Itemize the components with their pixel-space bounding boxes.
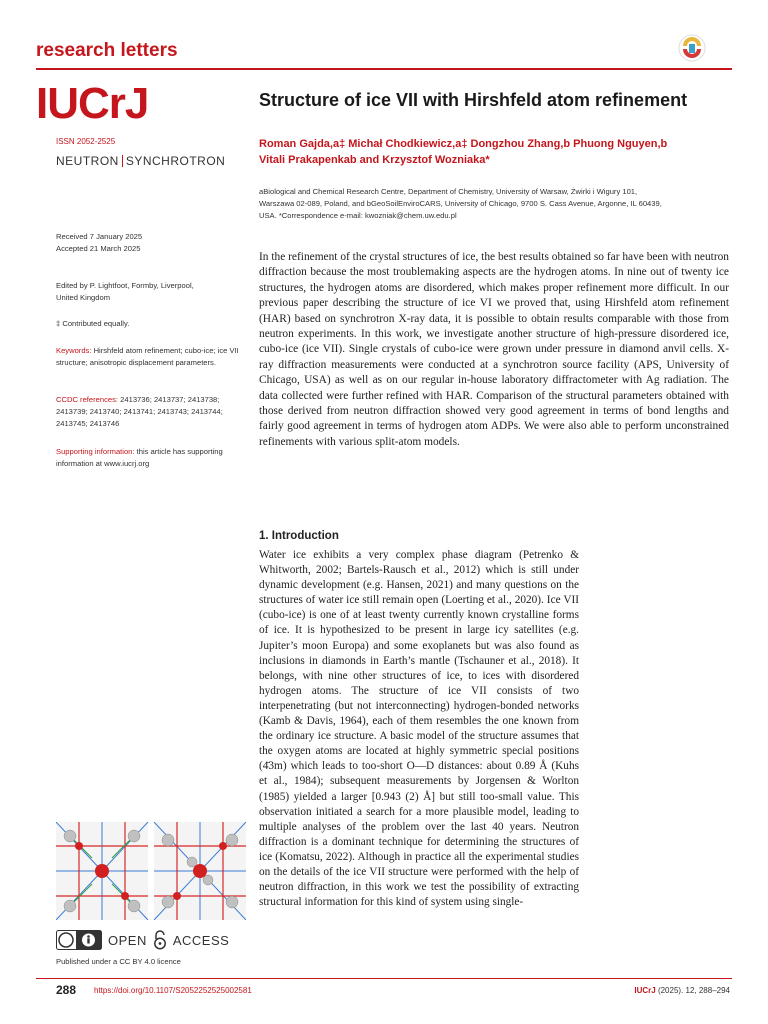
affiliation-line-3: USA. *Correspondence e-mail: kwozniak@chem.uw.edu.pl	[259, 211, 457, 220]
section-heading-introduction: 1. Introduction	[259, 530, 339, 542]
citation-journal: IUCrJ	[634, 986, 656, 995]
citation-details: (2025). 12, 288–294	[655, 986, 730, 995]
introduction-text: Water ice exhibits a very complex phase diagram (Petrenko & Whitworth, 2002; Bartels-Rausch et al., 2012) which is still under dynamic development (e.g. Hansen, 2021) and many questions on the structures of water ice still remain open (Loerting et al., 2020). Ice VII (cubo-ice) is one of at least twenty currently known crystalline forms of ice. It is hypothesized to be present in large icy satellites (e.g. Jupiter’s moon Europa) and some exoplanets but was also found as inclusions in diamonds in Earth’s mantle (Tschauner et al., 2018). It belongs, with nine other structures of ice, to ices with disordered hydrogen atoms. The structure of ice VII consists of two interpenetrating (but not interconnecting) hydrogen-bonded networks (Kamb & Davis, 1964), each of them resembles the one known from the ordinary ice structure. A basic model of the structure assumes that the oxygen atoms are located at highly symmetric special positions (4̄3m) which leads to too-short O—D distances: about 0.89 Å (Kuhs et al., 1984); subsequent measurements by Jorgensen & Worlton (1985) yielded a larger [0.943 (2) Å] but still too-small value. This observation initiated a search for a more plausible model, leading to multiple analyses of the problem over the last 40 years. Neutron diffraction is a dominant technique for determining the structures of ice (Komatsu, 2022). Although in practice all the experimental studies on the details of the ice VII structure were performed with the help of neutron diffraction, in this work we test the possibility of extracting structural information for this kind of system using single-	[259, 549, 579, 909]
ccdc-references	[56, 394, 246, 430]
supporting-info	[56, 446, 246, 470]
abstract: In the refinement of the crystal structures of ice, the best results obtained so far have been with neutron diffraction because the most troublemaking aspects are the hydrogen atoms. In nine out of twenty ice structures, the hydrogen atoms are disordered, which makes proper refinement more difficult. In our previous paper describing the structure of ice VI we proved that, using Hirshfeld atom refinement (HAR) based on synchrotron X-ray data, it is possible to obtain results comparable with those from neutron experiments. In this work, we investigate another structure of high-pressure disordered ice, cubo-ice (ice VII). Single crystals of cubo-ice were grown under pressure in diamond anvil cells. X-ray diffraction measurements were conducted at a synchrotron source facility (APS, University of Chicago, USA) as well as on our regular in-house laboratory diffractometer with Ag radiation. The data collected were further refined with HAR. Comparison of the structural parameters obtained with those derived from neutron diffraction showed very good agreement in terms of bond lengths and fairly good agreement in terms of hydrogen atom ADPs. We were also able to perform unconstrained refinements with various split-atom models.	[259, 251, 729, 448]
licence-note: Published under a CC BY 4.0 licence	[56, 957, 181, 966]
contributed-note: ‡ Contributed equally.	[56, 319, 130, 328]
header-rule	[36, 68, 732, 70]
affiliations	[259, 186, 729, 222]
supporting-text: this article has supporting information at www.iucrj.org	[56, 447, 223, 468]
cc-by-icon	[56, 930, 102, 950]
authors-line-2: Vitali Prakapenkab and Krzysztof Wozniaka*	[259, 154, 490, 166]
open-access-lock-icon	[153, 930, 167, 950]
open-label: OPEN	[108, 932, 147, 948]
keywords-label: Keywords:	[56, 346, 92, 355]
keywords-text: Hirshfeld atom refinement; cubo-ice; ice VII structure; anisotropic displacement parameters.	[56, 346, 239, 367]
division-neutron: NEUTRON	[56, 154, 119, 168]
page-number: 288	[56, 983, 77, 997]
ccdc-label: CCDC references:	[56, 395, 119, 404]
access-label: ACCESS	[172, 932, 230, 948]
supporting-label: Supporting information:	[56, 447, 135, 456]
keywords	[56, 345, 246, 369]
journal-citation	[634, 986, 730, 995]
section-label: research letters	[36, 40, 178, 61]
footer-rule	[36, 978, 732, 979]
ccdc-text: 2413736; 2413737; 2413738; 2413739; 2413740; 2413741; 2413743; 2413744; 2413745; 2413746	[56, 395, 223, 428]
received-date: Received 7 January 2025	[56, 232, 143, 241]
affiliation-line-2: Warszawa 02-089, Poland, and bGeoSoilEnviroCARS, University of Chicago, 9700 S. Cass Avenue, Argonne, IL 60439,	[259, 199, 662, 208]
editor	[56, 280, 246, 304]
crossmark-icon[interactable]	[678, 34, 706, 62]
editor-line-2: United Kingdom	[56, 293, 111, 302]
journal-logo: IUCrJ	[36, 79, 149, 128]
division-divider	[122, 155, 123, 167]
author-list	[259, 136, 729, 168]
article-title: Structure of ice VII with Hirshfeld atom refinement	[259, 90, 688, 110]
doi-link[interactable]: https://doi.org/10.1107/S2052252525002581	[94, 986, 252, 995]
graphical-abstract-figure	[56, 822, 246, 920]
authors-line-1: Roman Gajda,a‡ Michał Chodkiewicz,a‡ Dongzhou Zhang,b Phuong Nguyen,b	[259, 138, 668, 150]
division-synchrotron: SYNCHROTRON	[125, 154, 226, 168]
accepted-date: Accepted 21 March 2025	[56, 244, 141, 253]
editor-line-1: Edited by P. Lightfoot, Formby, Liverpool,	[56, 281, 194, 290]
open-access-badge[interactable]	[56, 930, 229, 950]
issn: ISSN 2052-2525	[56, 137, 116, 146]
dates	[56, 231, 246, 255]
journal-division	[56, 154, 225, 168]
affiliation-line-1: aBiological and Chemical Research Centre, Department of Chemistry, University of Warsaw, Żwirki i Wigury 101,	[259, 187, 638, 196]
